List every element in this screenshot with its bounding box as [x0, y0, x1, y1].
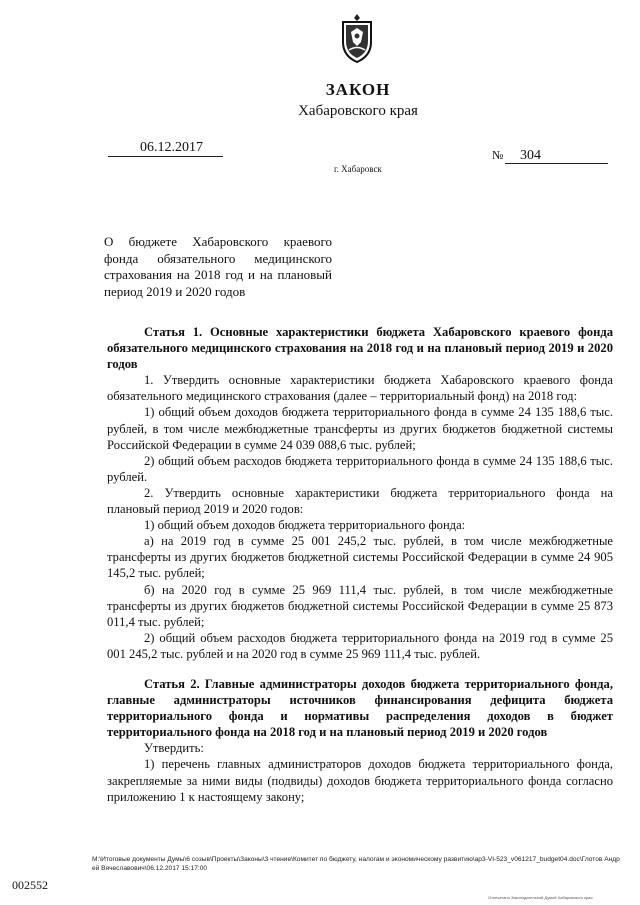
article-1-paragraph: 2) общий объем расходов бюджета территориального фонда на 2019 год в сумме 25 001 245,2 тыс. рублей и на 2020 год в сумме 25 969 111,4 тыс. рублей.: [107, 630, 613, 661]
article-2-paragraph: Утвердить:: [144, 741, 204, 756]
document-id: 002552: [12, 878, 48, 892]
article-1-paragraph: 2) общий объем расходов бюджета территориального фонда в сумме 24 135 188,6 тыс. рублей.: [107, 453, 613, 484]
law-subject: О бюджете Хабаровского краевого фонда обязательного медицинского страхования на 2018 год и на плановый период 2019 и 2020 годов: [104, 234, 332, 299]
article-1-paragraph: 2. Утвердить основные характеристики бюджета территориального фонда на плановый период 2019 и 2020 годов:: [107, 485, 613, 517]
number-sign: №: [492, 148, 504, 162]
article-1-paragraph: б) на 2020 год в сумме 25 969 111,4 тыс. рублей, в том числе межбюджетные трансферты из других бюджетов бюджетной системы Российской Федерации в сумме 25 873 011,4 тыс. рублей;: [107, 582, 613, 629]
law-number: 304: [520, 148, 541, 163]
article-1-heading: Статья 1. Основные характеристики бюджета Хабаровского краевого фонда обязательного медицинского страхования на 2018 год и на плановый период 2019 и 2020 годов: [107, 325, 613, 372]
document-subtitle: Хабаровского края: [298, 103, 418, 119]
coat-of-arms-emblem: [337, 12, 377, 64]
law-date: 06.12.2017: [140, 140, 203, 155]
article-2-heading: Статья 2. Главные администраторы доходов бюджета территориального фонда, главные администраторы источников финансирования дефицита бюджета территориального фонда и нормативы распределения доходов в бюджет территориального фонда на 2018 год и на плановый период 2019 и 2020 годов: [107, 676, 613, 740]
law-body: [107, 324, 613, 805]
print-note: Отпечатано Законодательной Думой Хабаровского края: [488, 895, 593, 900]
article-1-paragraph: 1. Утвердить основные характеристики бюджета Хабаровского краевого фонда обязательного медицинского страхования (далее – территориальный фонд) на 2018 год:: [107, 373, 613, 404]
article-1-paragraph: 1) общий объем доходов бюджета территориального фонда в сумме 24 135 188,6 тыс. рублей, в том числе межбюджетные трансферты из других бюджетов бюджетной системы Российской Федерации в сумме 24 039 088,6 тыс. рублей;: [107, 405, 613, 452]
date-underline: [108, 156, 223, 157]
article-1-paragraph: 1) общий объем доходов бюджета территориального фонда:: [144, 518, 466, 533]
number-underline: [505, 163, 608, 164]
file-path-footer: M:\Итоговые документы Думы\6 созыв\Проекты\Законы\3 чтение\Комитет по бюджету, налогам и экономическому развитию\ap3-VI-523_v061217_budget04.doc\Глотов Андрей Вячеславович\06.12.2017 15:17:00: [92, 856, 620, 872]
article-1-paragraph: а) на 2019 год в сумме 25 001 245,2 тыс. рублей, в том числе межбюджетные трансферты из других бюджетов бюджетной системы Российской Федерации в сумме 24 905 145,2 тыс. рублей;: [107, 534, 613, 581]
city-label: г. Хабаровск: [334, 164, 382, 174]
document-title: ЗАКОН: [325, 80, 391, 99]
article-2-paragraph: 1) перечень главных администраторов доходов бюджета территориального фонда, закрепляемые за ними виды (подвиды) доходов бюджета территориального фонда согласно приложению 1 к настоящему закону;: [107, 757, 613, 804]
